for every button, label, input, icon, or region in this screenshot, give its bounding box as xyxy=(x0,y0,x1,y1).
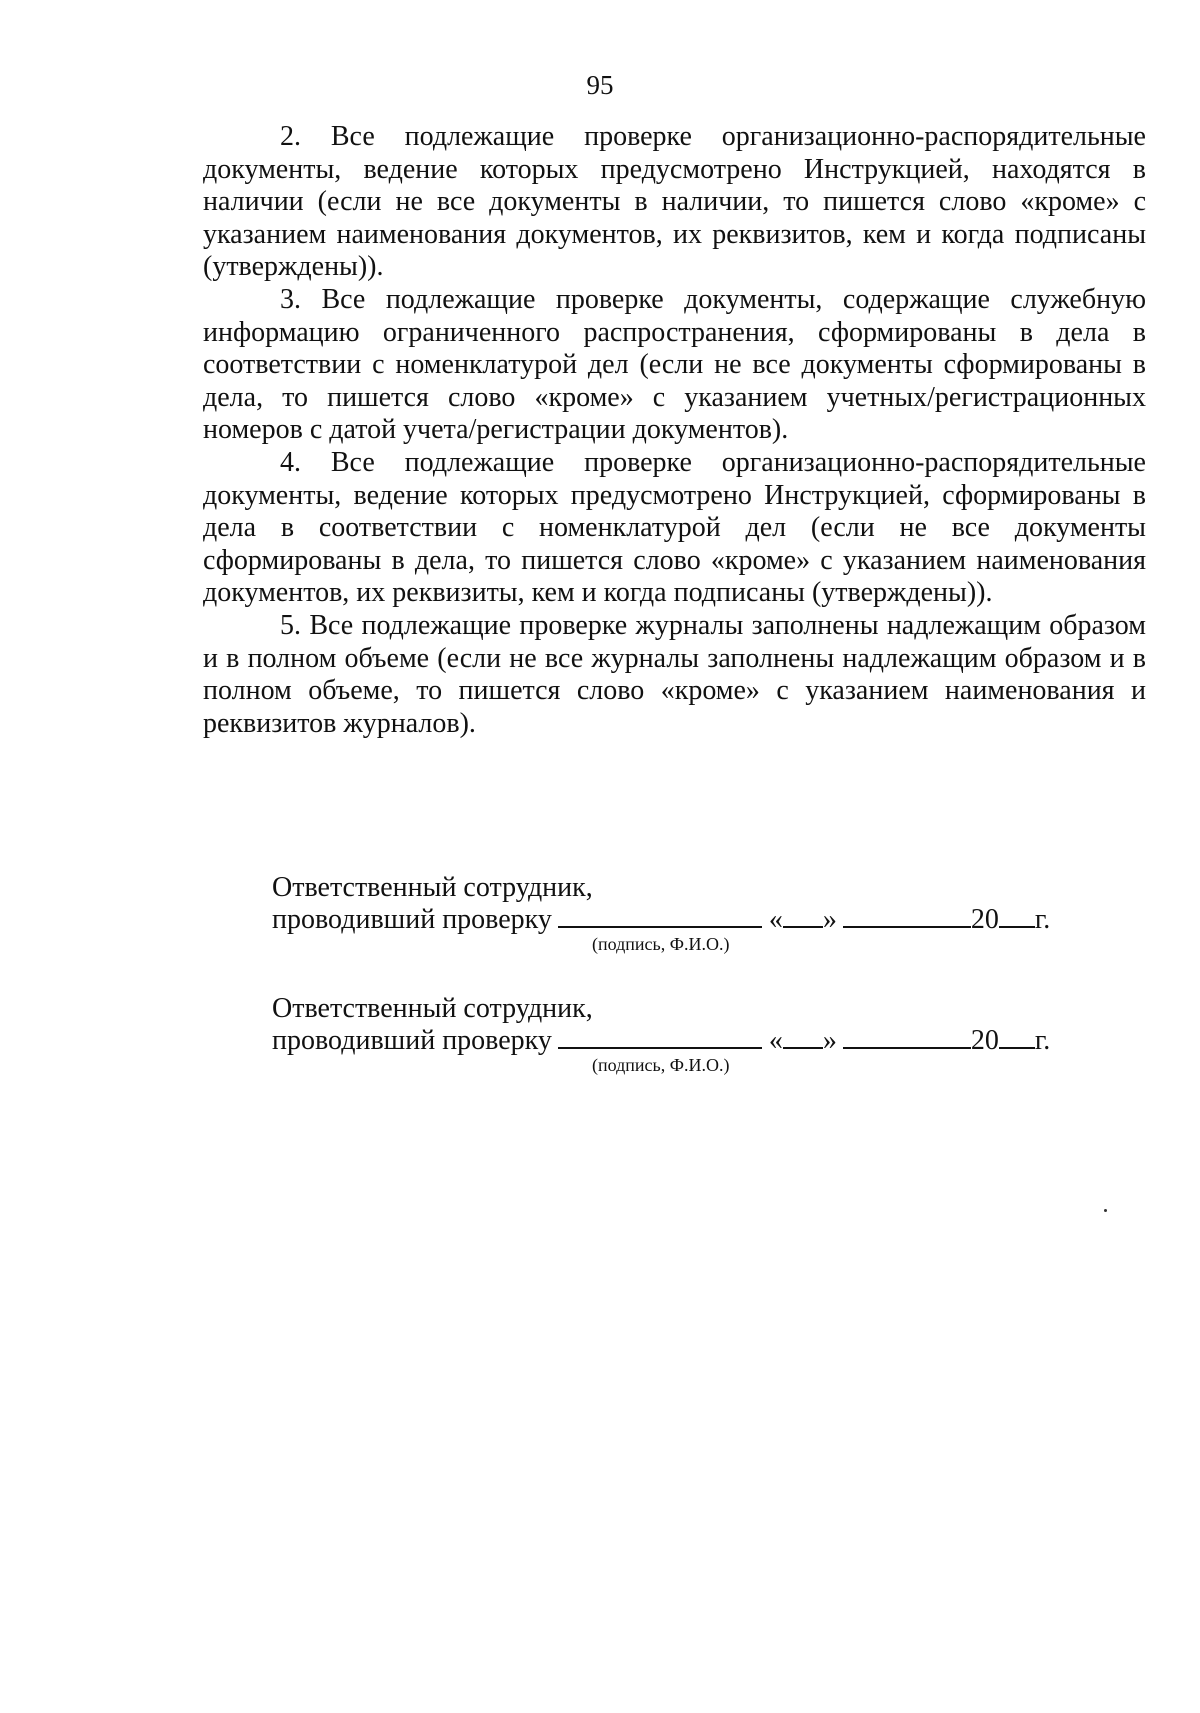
date-quote-close: » xyxy=(822,1025,837,1056)
signature-caption: (подпись, Ф.И.О.) xyxy=(592,934,730,954)
year-suffix: г. xyxy=(1034,904,1051,935)
year-prefix: 20 xyxy=(970,904,999,935)
signature-role-continued: проводивший проверку xyxy=(272,1025,552,1056)
signature-role-line: Ответственный сотрудник, xyxy=(272,993,593,1024)
month-blank xyxy=(843,904,971,928)
year-suffix: г. xyxy=(1034,1025,1051,1056)
document-body xyxy=(203,121,1146,740)
signature-role-line: Ответственный сотрудник, xyxy=(272,872,593,903)
date-quote-open: « xyxy=(768,1025,783,1056)
year-blank xyxy=(999,904,1035,928)
scan-speck xyxy=(1104,1209,1107,1212)
date-quote-open: « xyxy=(768,904,783,935)
signature-block-1 xyxy=(272,872,1112,954)
day-blank xyxy=(783,1025,823,1049)
signature-caption: (подпись, Ф.И.О.) xyxy=(592,1055,730,1075)
paragraph-4: 4. Все подлежащие проверке организационно-распорядительные документы, ведение которых предусмотрено Инструкцией, сформированы в дела в соответствии с номенклатурой дел (если не все документы сформированы в дела, то пишется слово «кроме» с указанием наименования документов, их реквизиты, кем и когда подписаны (утверждены)). xyxy=(203,446,1146,609)
paragraph-3: 3. Все подлежащие проверке документы, содержащие служебную информацию ограниченного распространения, сформированы в дела в соответствии с номенклатурой дел (если не все документы сформированы в дела, то пишется слово «кроме» с указанием учетных/регистрационных номеров с датой учета/регистрации документов). xyxy=(203,283,1146,446)
signature-block-2 xyxy=(272,993,1112,1075)
year-blank xyxy=(999,1025,1035,1049)
signature-blank xyxy=(558,1025,762,1049)
page-number: 95 xyxy=(586,70,614,100)
day-blank xyxy=(783,904,823,928)
year-prefix: 20 xyxy=(970,1025,999,1056)
month-blank xyxy=(843,1025,971,1049)
signature-blank xyxy=(558,904,762,928)
signature-field-line xyxy=(272,904,1112,936)
paragraph-2: 2. Все подлежащие проверке организационно-распорядительные документы, ведение которых предусмотрено Инструкцией, находятся в наличии (если не все документы в наличии, то пишется слово «кроме» с указанием наименования документов, их реквизитов, кем и когда подписаны (утверждены)). xyxy=(203,121,1146,283)
date-quote-close: » xyxy=(822,904,837,935)
signature-role-continued: проводивший проверку xyxy=(272,904,552,935)
paragraph-5: 5. Все подлежащие проверке журналы заполнены надлежащим образом и в полном объеме (если не все журналы заполнены надлежащим образом и в полном объеме, то пишется слово «кроме» с указанием наименования и реквизитов журналов). xyxy=(203,609,1146,739)
signature-field-line xyxy=(272,1025,1112,1057)
